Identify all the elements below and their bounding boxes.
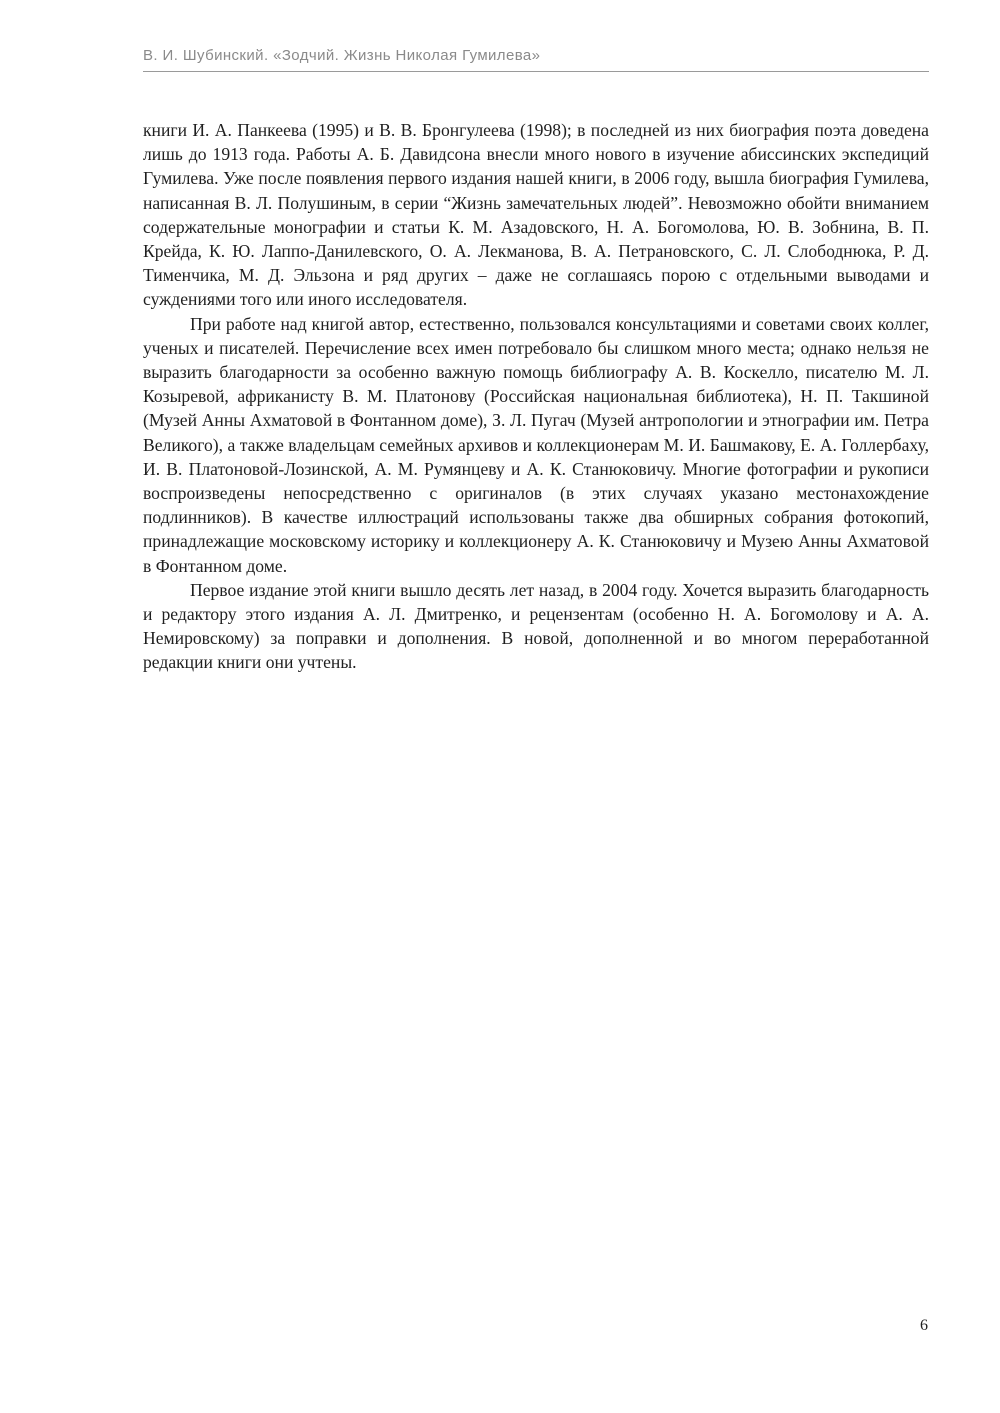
paragraph-2: При работе над книгой автор, естественно, пользовался консультациями и советами своих коллег, ученых и писателей. Перечисление всех имен потребовало бы слишком много места; однако нельзя не выразить благодарности за особенно важную помощь библиографу А. В. Коскелло, писателю М. Л. Козыревой, африканисту В. М. Платонову (Российская национальная библиотека), Н. П. Такшиной (Музей Анны Ахматовой в Фонтанном доме), З. Л. Пугач (Музей антропологии и этнографии им. Петра Великого), а также владельцам семейных архивов и коллекционерам М. И. Башмакову, Е. А. Голлербаху, И. В. Платоновой-Лозинской, А. М. Румянцеву и А. К. Станюковичу. Многие фотографии и рукописи воспроизведены непосредственно с оригиналов (в этих случаях указано местонахождение подлинников). В качестве иллюстраций использованы также два обширных собрания фотокопий, принадлежащие московскому историку и коллекционеру А. К. Станюковичу и Музею Анны Ахматовой в Фонтанном доме. xyxy=(143,313,929,576)
header-divider xyxy=(143,71,929,72)
running-header: В. И. Шубинский. «Зодчий. Жизнь Николая Гумилева» xyxy=(143,47,541,64)
paragraph-3: Первое издание этой книги вышло десять лет назад, в 2004 году. Хочется выразить благодарность и редактору этого издания А. Л. Дмитренко, и рецензентам (особенно Н. А. Богомолову и А. А. Немировскому) за поправки и дополнения. В новой, дополненной и во многом переработанной редакции книги они учтены. xyxy=(143,579,929,673)
page-number: 6 xyxy=(920,1317,928,1334)
body-text xyxy=(143,118,929,675)
paragraph-1: книги И. А. Панкеева (1995) и В. В. Бронгулеева (1998); в последней из них биография поэта доведена лишь до 1913 года. Работы А. Б. Давидсона внесли много нового в изучение абиссинских экспедиций Гумилева. Уже после появления первого издания нашей книги, в 2006 году, вышла биография Гумилева, написанная В. Л. Полушиным, в серии “Жизнь замечательных людей”. Невозможно обойти вниманием содержательные монографии и статьи К. М. Азадовского, Н. А. Богомолова, Ю. В. Зобнина, В. П. Крейда, К. Ю. Лаппо-Данилевского, О. А. Лекманова, В. А. Петрановского, С. Л. Слободнюка, Р. Д. Тименчика, М. Д. Эльзона и ряд других – даже не соглашаясь порою с отдельными выводами и суждениями того или иного исследователя. xyxy=(143,120,929,310)
